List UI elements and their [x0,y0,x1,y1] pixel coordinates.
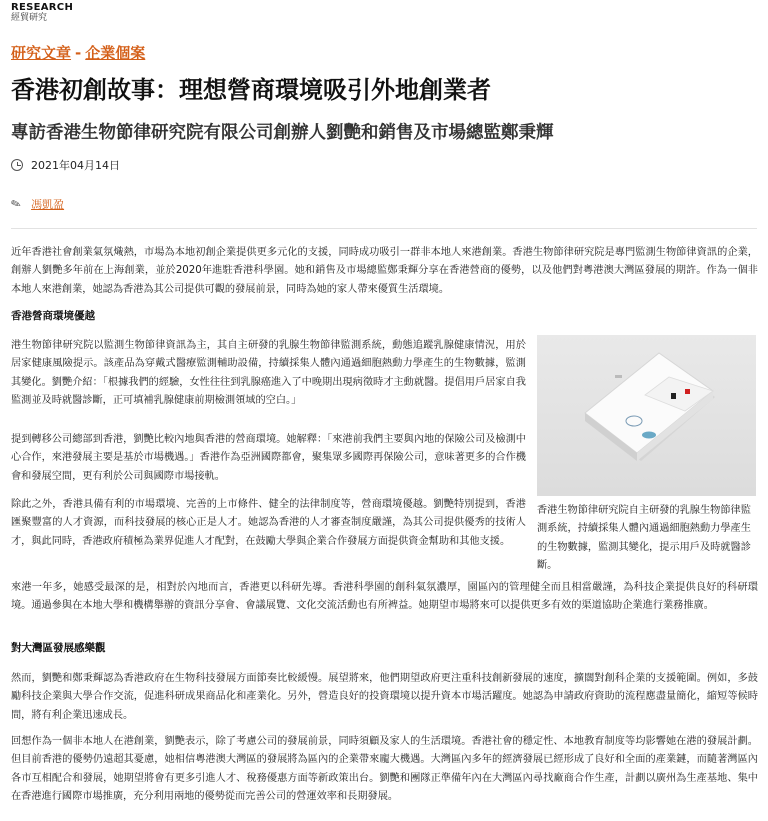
paragraph-1: 港生物節律研究院以監測生物節律資訊為主，其自主研發的乳腺生物節律監測系統，動態追蹤乳腺健康情況，用於居家健康風險提示。該產品為穿戴式醫療監測輔助設備，持續採集人體內通過細胞熱動力學產生的生物數據，監測其變化。劉艷介紹：「根據我們的經驗，女性往往到乳腺癌進入了中晚期出現病徵時才主動就醫。提倡用戶居家自我監測並及時就醫診斷，正可填補乳腺健康前期檢測領域的空白。」 [11,340,526,407]
paragraph-4: 來港一年多，她感受最深的是，相對於內地而言，香港更以科研先導。香港科學園的創科氣氛濃厚，園區內的管理健全而且相當嚴謹，為科技企業提供良好的科研環境。通過參與在本地大學和機構舉辦的資訊分享會、會議展覽、文化交流活動也有所裨益。她期望市場將來可以提供更多有效的渠道協助企業進行業務推廣。 [11,582,758,612]
product-photo [537,335,756,496]
breadcrumb-section-link[interactable]: 研究文章 [11,44,72,62]
logo-text-en: RESEARCH [11,2,74,13]
pen-icon: ✎ [8,195,24,213]
article-subtitle: 專訪香港生物節律研究院有限公司創辦人劉艷和銷售及市場總監鄭秉輝 [11,123,554,143]
paragraph-3: 除此之外，香港具備有利的市場環境、完善的上市條件、健全的法律制度等，營商環境優越。劉艷特別提到，香港匯聚豐富的人才資源，而科技發展的核心正是人才。她認為香港的人才審查制度嚴謹，為其公司提供優秀的技術人才，與此同時，香港政府積極為業界促進人才配對，在鼓勵大學與企業合作發展方面提供資金幫助和其他支援。 [11,499,526,547]
publish-date-text: 2021年04月14日 [31,159,120,172]
paragraph-6: 回想作為一個非本地人在港創業，劉艷表示，除了考慮公司的發展前景，同時須顧及家人的生活環境。香港社會的穩定性、本地教育制度等均影響她在港的發展計劃。但目前香港的優勢仍遠超其憂慮，她相信粵港澳大灣區的發展將為區內的企業帶來龐大機遇。大灣區內多年的經濟發展已經形成了良好和全面的產業鏈，而隨著灣區內各市互相配合和發展，她期望將會有更多引進人才、稅務優惠方面等新政策出台。劉艷和團隊正準備年內在大灣區內尋找廠商合作生產，計劃以廣州為生產基地、集中在香港進行國際市場推廣，充分利用兩地的優勢從而完善公司的營運效率和長期發展。 [11,736,758,803]
header-divider [11,228,757,229]
research-logo[interactable] [11,2,73,24]
logo-text-zh: 經貿研究 [11,13,48,23]
article-title: 香港初創故事：理想營商環境吸引外地創業者 [11,76,491,104]
product-box-illustration [537,335,756,496]
breadcrumb [11,42,145,63]
intro-paragraph: 近年香港社會創業氣氛熾熱，市場為本地初創企業提供更多元化的支援，同時成功吸引一群非本地人來港創業。香港生物節律研究院是專門監測生物節律資訊的企業，創辦人劉艷多年前在上海創業，並於2020年進駐香港科學園。她和銷售及市場總監鄭秉輝分享在香港營商的優勢，以及他們對粵港澳大灣區發展的期許。作為一個非本地人來港創業，她認為香港為其公司提供可觀的發展前景，同時為她的家人帶來優質生活環境。 [11,247,758,295]
clock-icon [11,159,23,171]
author-link[interactable]: 馮凱盈 [31,198,65,211]
paragraph-5: 然而，劉艷和鄭秉輝認為香港政府在生物科技發展方面節奏比較緩慢。展望將來，他們期望政府更注重科技創新發展的速度，擴闊對創科企業的支援範圍。例如，多鼓勵科技企業與大學合作交流，促進科研成果商品化和產業化。另外，營造良好的投資環境以提升資本市場活躍度。她認為申請政府資助的流程應盡量簡化，縮短等候時間，將有利企業迅速成長。 [11,673,758,721]
breadcrumb-category-link[interactable]: 企業個案 [85,44,146,62]
section-heading-greater-bay-area: 對大灣區發展感樂觀 [11,642,106,654]
publish-date [11,157,120,173]
paragraph-2: 提到轉移公司總部到香港，劉艷比較內地與香港的營商環境。她解釋：「來港前我們主要與內地的保險公司及檢測中心合作，來港發展主要是基於市場機遇。」香港作為亞洲國際都會，聚集眾多國際再保險公司，意味著更多的合作機會和發展空間，更有利於公司與國際市場接軌。 [11,434,526,482]
photo-caption: 香港生物節律研究院自主研發的乳腺生物節律監測系統，持續採集人體內通過細胞熱動力學產生的生物數據，監測其變化，提示用戶及時就醫診斷。 [537,505,751,572]
breadcrumb-separator: - [75,44,82,62]
section-heading-business-environment: 香港營商環境優越 [11,310,95,322]
author-line [8,195,65,213]
